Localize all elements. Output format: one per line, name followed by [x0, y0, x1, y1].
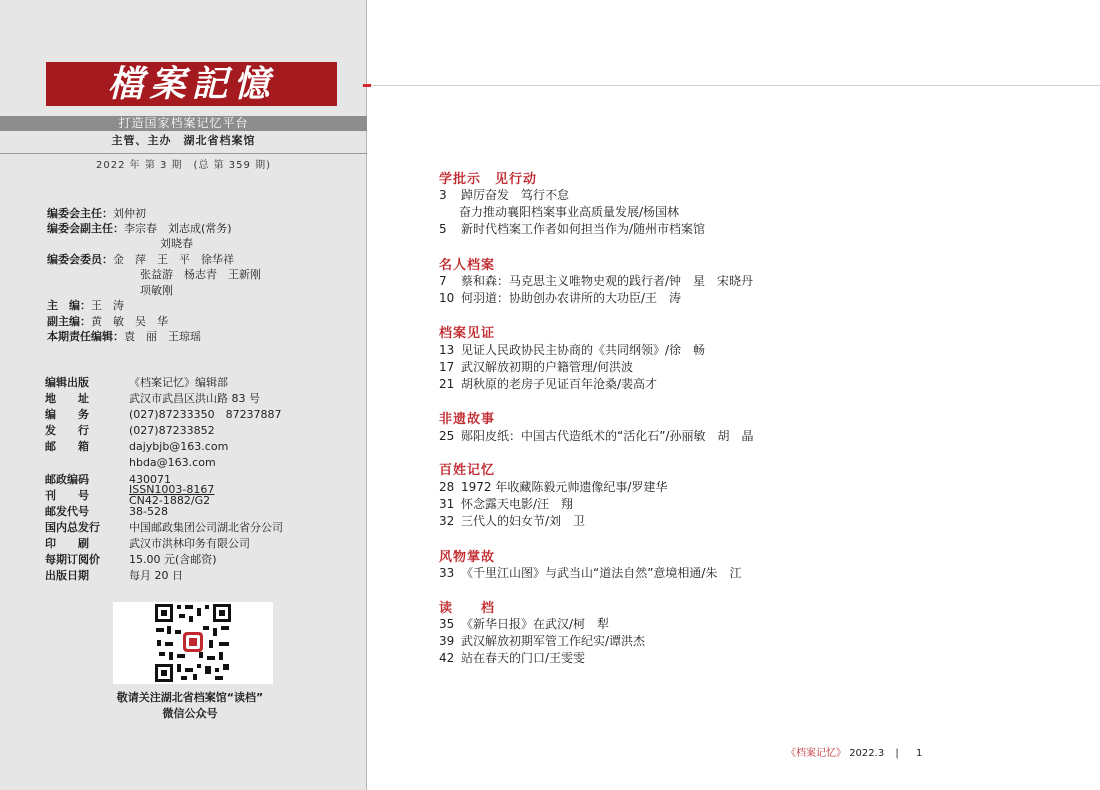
info-label: 刊 号 — [45, 489, 89, 502]
toc-item[interactable] — [439, 273, 753, 289]
toc-page: 10 — [439, 291, 455, 305]
info-label: 发 行 — [45, 424, 89, 437]
qr-code-icon — [113, 602, 273, 684]
info-value: 中国邮政集团公司湖北省分公司 — [129, 521, 283, 534]
footer-separator: | — [895, 748, 899, 759]
qr-code[interactable] — [113, 602, 273, 684]
toc-item[interactable] — [439, 616, 609, 632]
toc-text: 武汉解放初期军管工作纪实/谭洪杰 — [461, 634, 646, 648]
sidebar — [0, 0, 367, 790]
editorial-row — [47, 329, 201, 345]
toc-text: 奋力推动襄阳档案事业高质量发展/杨国林 — [459, 205, 680, 219]
editorial-value: 王 涛 — [91, 299, 124, 312]
toc-text: 1972 年收藏陈毅元帅遗像纪事/罗建华 — [461, 480, 668, 494]
editorial-value: 袁 丽 王琼瑶 — [124, 330, 201, 343]
toc-page: 32 — [439, 514, 455, 528]
editorial-row — [47, 298, 124, 314]
info-value: 每月 20 日 — [129, 569, 183, 582]
qr-caption — [60, 690, 320, 722]
info-value: 武汉市武昌区洪山路 83 号 — [129, 392, 260, 405]
issue-line: 2022 年 第 3 期 (总 第 359 期) — [0, 153, 367, 171]
qr-caption-line: 敬请关注湖北省档案馆“读档” — [116, 691, 264, 704]
info-value: CN42-1882/G2 — [129, 494, 211, 507]
toc-item[interactable] — [459, 204, 679, 220]
toc-page: 33 — [439, 566, 455, 580]
toc-item[interactable] — [439, 359, 633, 375]
toc-item[interactable] — [439, 376, 657, 392]
editorial-row — [47, 206, 146, 222]
toc-section-title: 档案见证 — [439, 326, 496, 341]
info-label: 印 刷 — [45, 537, 89, 550]
toc-page: 25 — [439, 429, 455, 443]
toc-page: 17 — [439, 360, 455, 374]
toc-page: 35 — [439, 617, 455, 631]
info-label: 国内总发行 — [45, 521, 100, 534]
toc-text: 新时代档案工作者如何担当作为/随州市档案馆 — [461, 222, 706, 236]
sponsor-line: 主管、主办 湖北省档案馆 — [111, 134, 256, 147]
editorial-label: 编委会主任： — [47, 207, 113, 220]
info-value: 武汉市洪林印务有限公司 — [129, 537, 250, 550]
email-link[interactable]: dajybjb@163.com — [129, 440, 229, 453]
qr-caption-line: 微信公众号 — [162, 707, 218, 720]
toc-page: 13 — [439, 343, 455, 357]
header-divider — [367, 85, 1100, 86]
toc-text: 武汉解放初期的户籍管理/何洪波 — [461, 360, 634, 374]
info-value: 15.00 元(含邮资) — [129, 553, 217, 566]
editorial-value: 黄 敏 吴 华 — [91, 315, 168, 328]
info-value: 38-528 — [129, 505, 168, 518]
editorial-value: 刘仲初 — [113, 207, 146, 220]
info-label: 邮 箱 — [45, 440, 89, 453]
toc-item[interactable] — [439, 187, 569, 203]
toc-item[interactable] — [439, 342, 705, 358]
info-value: (027)87233852 — [129, 424, 215, 437]
info-label: 地 址 — [45, 392, 89, 405]
toc-section-title: 名人档案 — [439, 258, 496, 273]
info-label: 编辑出版 — [45, 376, 89, 389]
info-label: 邮发代号 — [45, 505, 89, 518]
editorial-value: 金 萍 王 平 徐华祥 — [113, 253, 234, 266]
info-label: 编 务 — [45, 408, 89, 421]
toc-page: 7 — [439, 274, 447, 288]
toc-page: 28 — [439, 480, 455, 494]
toc-page: 42 — [439, 651, 455, 665]
toc-text: 《新华日报》在武汉/柯 犁 — [461, 617, 610, 631]
editorial-continuation: 项敏刚 — [140, 284, 173, 297]
toc-text: 《千里江山图》与武当山“道法自然”意境相通/朱 江 — [461, 566, 742, 580]
info-value: 430071 — [129, 473, 171, 486]
toc-page: 39 — [439, 634, 455, 648]
toc-item[interactable] — [439, 633, 645, 649]
magazine-logo: 檔案記憶 — [46, 62, 337, 106]
editorial-label: 编委会委员： — [47, 253, 113, 266]
toc-section-title: 非遗故事 — [439, 412, 496, 427]
toc-text: 三代人的妇女节/刘 卫 — [461, 514, 586, 528]
toc-page: 5 — [439, 222, 447, 236]
toc-text: 郧阳皮纸：中国古代造纸术的“活化石”/孙丽敏 胡 晶 — [461, 429, 754, 443]
toc-item[interactable] — [439, 513, 585, 529]
toc-text: 蔡和森：马克思主义唯物史观的践行者/钟 星 宋晓丹 — [461, 274, 754, 288]
toc-page: 21 — [439, 377, 455, 391]
toc-text: 站在春天的门口/王雯雯 — [461, 651, 586, 665]
footer-brand: 《档案记忆》 — [786, 748, 846, 759]
page-footer — [786, 744, 922, 759]
slogan-banner: 打造国家档案记忆平台 — [0, 116, 367, 131]
editorial-label: 本期责任编辑： — [47, 330, 124, 343]
toc-page: 31 — [439, 497, 455, 511]
editorial-row — [47, 314, 168, 330]
toc-section-title: 风物掌故 — [439, 550, 496, 565]
editorial-value: 李宗春 刘志成(常务) — [124, 222, 232, 235]
toc-text: 胡秋原的老房子见证百年沧桑/裴高才 — [461, 377, 658, 391]
page-number: 1 — [915, 748, 923, 759]
toc-item[interactable] — [439, 221, 705, 237]
divider-accent — [363, 84, 371, 87]
toc-text: 何羽道：协助创办农讲所的大功臣/王 涛 — [461, 291, 682, 305]
editorial-row — [47, 221, 232, 237]
email-link[interactable]: hbda@163.com — [129, 456, 216, 469]
toc-section-title: 读 档 — [439, 601, 496, 616]
editorial-label: 编委会副主任： — [47, 222, 124, 235]
editorial-row — [47, 252, 234, 268]
toc-section-title: 百姓记忆 — [439, 463, 496, 478]
info-value: 《档案记忆》编辑部 — [129, 376, 228, 389]
toc-item[interactable] — [439, 565, 741, 581]
editorial-label: 主 编： — [47, 299, 91, 312]
toc-text: 怀念露天电影/汪 翔 — [461, 497, 574, 511]
toc-item[interactable] — [439, 428, 753, 444]
toc-item[interactable] — [439, 650, 585, 666]
editorial-continuation: 刘晓春 — [160, 237, 193, 250]
info-value: ISSN1003-8167 — [129, 483, 215, 496]
toc-item[interactable] — [439, 290, 681, 306]
info-value: (027)87233350 87237887 — [129, 408, 282, 421]
editorial-continuation: 张益游 杨志青 王新刚 — [140, 268, 261, 281]
toc-section-title: 学批示 见行动 — [439, 172, 538, 187]
toc-item[interactable] — [439, 479, 667, 495]
editorial-label: 副主编： — [47, 315, 91, 328]
footer-issue: 2022.3 — [849, 748, 885, 759]
toc-text: 踔厉奋发 笃行不怠 — [461, 188, 570, 202]
info-label: 出版日期 — [45, 569, 89, 582]
toc-text: 见证人民政协民主协商的《共同纲领》/徐 畅 — [461, 343, 706, 357]
info-label: 每期订阅价 — [45, 553, 100, 566]
toc-item[interactable] — [439, 496, 573, 512]
info-label: 邮政编码 — [45, 473, 89, 486]
toc-page: 3 — [439, 188, 447, 202]
